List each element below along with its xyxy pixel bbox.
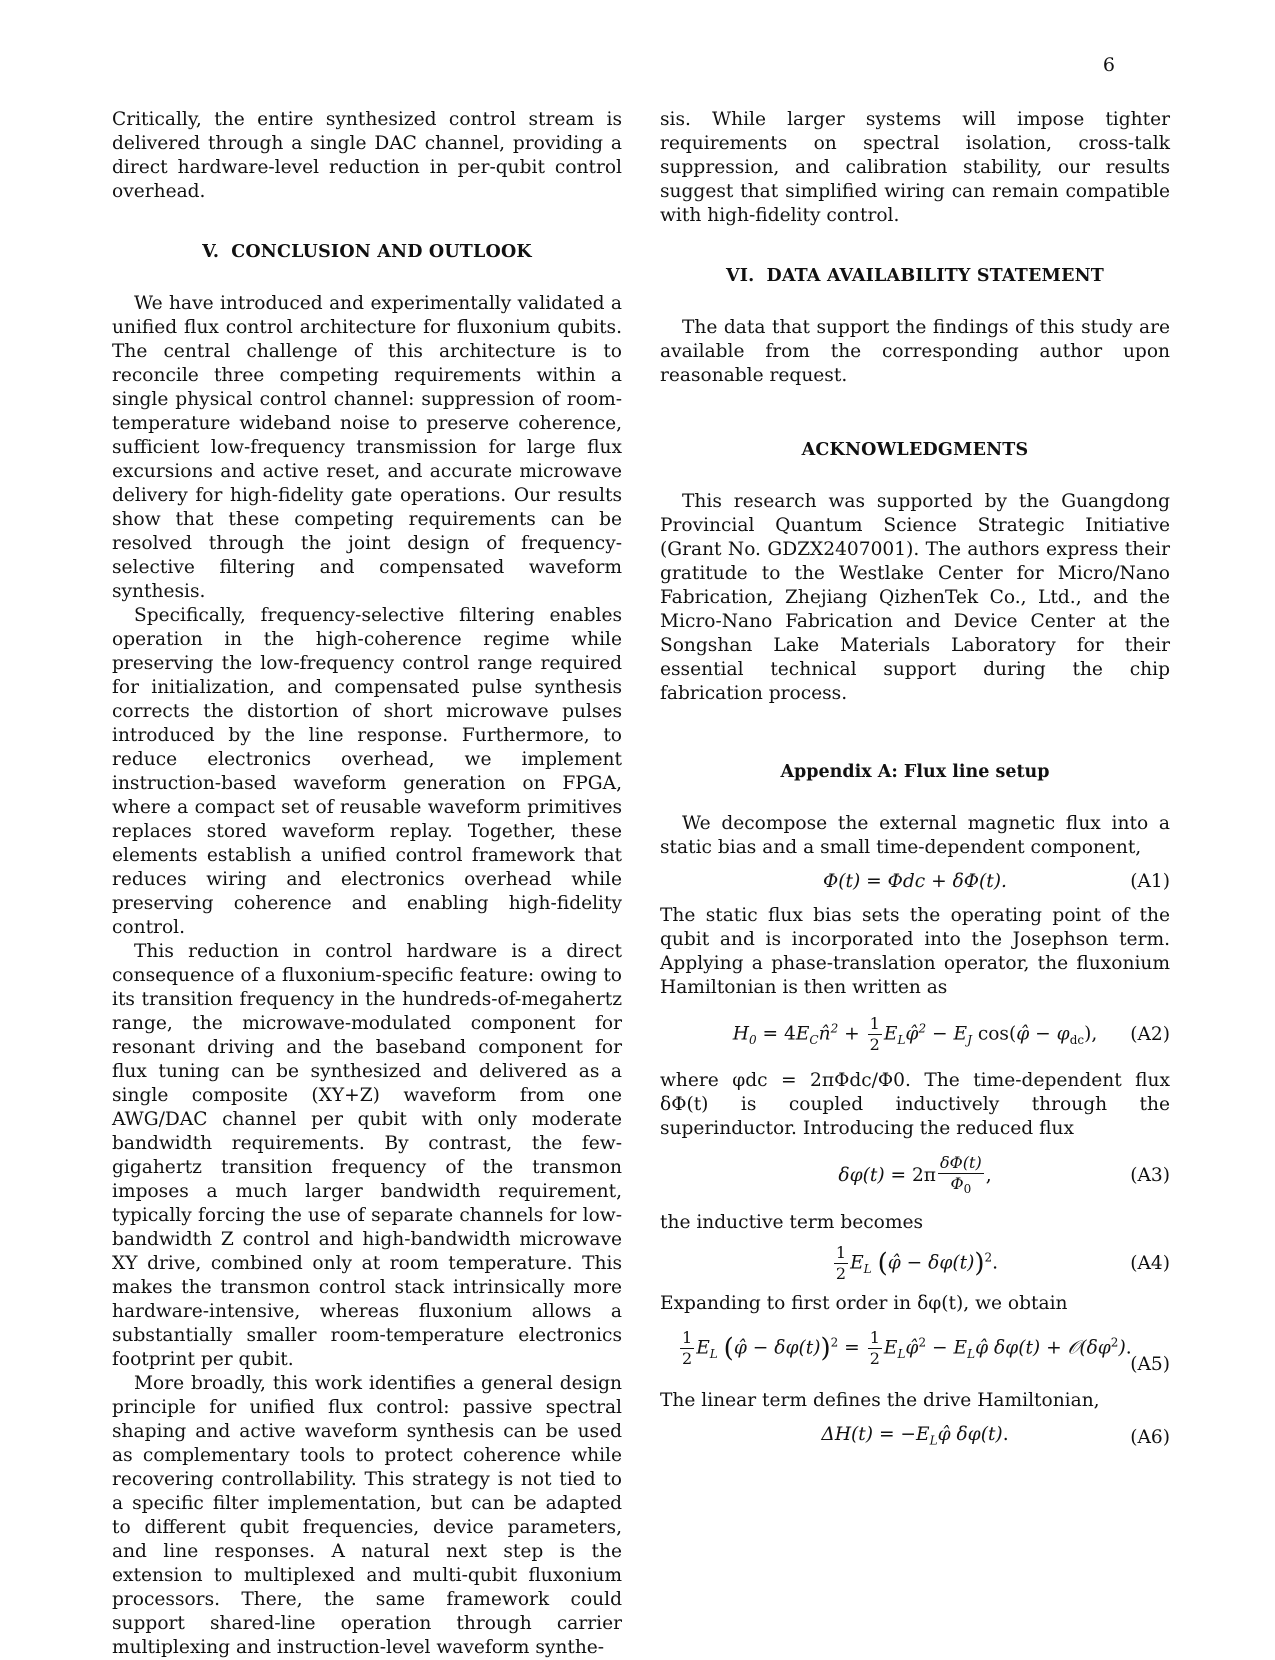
appendix-paragraph-6: The linear term defines the drive Hamiltonian, <box>660 1390 1100 1412</box>
equation-a1-label: (A1) <box>1130 871 1170 892</box>
section-number: VI. <box>725 266 755 286</box>
appendix-paragraph-4: the inductive term becomes <box>660 1212 924 1234</box>
appendix-paragraph-3: where φdc = 2πΦdc/Φ0. The time-dependent flux δΦ(t) is coupled inductively through the superinductor. Introducing the reduced flux <box>660 1070 1170 1139</box>
section-number: V. <box>202 242 220 262</box>
appendix-heading: Appendix A: Flux line setup <box>780 762 1050 782</box>
section-title: CONCLUSION AND OUTLOOK <box>231 242 532 262</box>
equation-a4-label: (A4) <box>1130 1252 1170 1274</box>
right-column <box>660 108 1170 1463</box>
conclusion-paragraph-2: Specifically, frequency-selective filtering enables operation in the high-coherence regime while preserving the low-frequency control range required for initialization, and compensated pulse synthesis corrects the distortion of short microwave pulses introduced by the line response. Furthermore, to reduce electronics overhead, we implement instruction-based waveform generation on FPGA, where a compact set of reusable waveform primitives replaces stored waveform replay. Together, these elements establish a unified control framework that reduces wiring and electronics overhead while preserving coherence and enabling high-fidelity control. <box>112 605 622 938</box>
appendix-paragraph-2: The static flux bias sets the operating point of the qubit and is incorporated into the Josephson term. Applying a phase-translation operator, the fluxonium Hamiltonian is then written as <box>660 905 1170 998</box>
right-intro-paragraph: sis. While larger systems will impose tighter requirements on spectral isolation, cross-talk suppression, and calibration stability, our results suggest that simplified wiring can remain compatible with high-fidelity control. <box>660 109 1170 226</box>
equation-a3-label: (A3) <box>1130 1165 1170 1187</box>
equation-a5 <box>660 1328 1170 1376</box>
appendix-paragraph-1: We decompose the external magnetic flux into a static bias and a small time-dependent component, <box>660 813 1170 858</box>
equation-a2-expression: $H_0$ = $4E_Cn̂^2$ + $\frac{1}{2}$ $E_L\varphî^2 - E_J$ cos(φ̂ − $\varphi_{dc}$), <box>732 1014 1098 1054</box>
section-heading-data-availability <box>660 264 1170 288</box>
equation-a2-label: (A2) <box>1130 1023 1170 1045</box>
page-number: 6 <box>1102 54 1115 76</box>
equation-a2 <box>660 1014 1170 1055</box>
equation-a1 <box>660 870 1170 894</box>
equation-a3-expression: δφ(t) = 2π $\frac{\delta\Phi(t)}{\Phi_0}$ , <box>838 1153 992 1197</box>
left-column <box>112 108 622 1660</box>
left-intro-paragraph: Critically, the entire synthesized control stream is delivered through a single DAC channel, providing a direct hardware-level reduction in per-qubit control overhead. <box>112 109 622 202</box>
acknowledgments-paragraph: This research was supported by the Guangdong Provincial Quantum Science Strategic Initiative (Grant No. GDZX2407001). The authors express their gratitude to the Westlake Center for Micro/Nano Fabrication, Zhejiang QizhenTek Co., Ltd., and the Micro-Nano Fabrication and Device Center at the Songshan Lake Materials Laboratory for their essential technical support during the chip fabrication process. <box>660 491 1170 704</box>
data-availability-paragraph: The data that support the findings of this study are available from the corresponding author upon reasonable request. <box>660 317 1170 386</box>
conclusion-paragraph-1: We have introduced and experimentally validated a unified flux control architecture for fluxonium qubits. The central challenge of this architecture is to reconcile three competing requirements within a single physical control channel: suppression of room-temperature wideband noise to preserve coherence, sufficient low-frequency transmission for large flux excursions and active reset, and accurate microwave delivery for high-fidelity gate operations. Our results show that these competing requirements can be resolved through the joint design of frequency-selective filtering and compensated waveform synthesis. <box>112 293 622 602</box>
equation-a6-expression: $\Delta H(t) = -E_L\varphî$ δφ(t). <box>821 1424 1009 1448</box>
equation-a5-expression: $\frac{1}{2}$ $E_L$ (φ̂ − δφ(t))$^2$ = $\frac{1}{2}$ $E_L\varphî^2$ − $E_L\varphî$ $\delta\varphi(t) + 𝒪(\delta\varphi^2)$. <box>682 1328 1132 1369</box>
appendix-paragraph-5: Expanding to first order in δφ(t), we obtain <box>660 1293 1068 1315</box>
equation-a3 <box>660 1153 1170 1199</box>
equation-a6-label: (A6) <box>1130 1427 1170 1449</box>
equation-a4 <box>660 1243 1170 1284</box>
acknowledgments-heading: ACKNOWLEDGMENTS <box>801 440 1029 460</box>
section-heading-conclusion <box>112 240 622 264</box>
conclusion-paragraph-3: This reduction in control hardware is a direct consequence of a fluxonium-specific feature: owing to its transition frequency in the hundreds-of-megahertz range, the microwave-modulated component for resonant driving and the baseband component for flux tuning can be synthesized and delivered as a single composite (XY+Z) waveform from one AWG/DAC channel per qubit with only moderate bandwidth requirements. By contrast, the few-gigahertz transition frequency of the transmon imposes a much larger bandwidth requirement, typically forcing the use of separate channels for low-bandwidth Z control and high-bandwidth microwave XY drive, combined only at room temperature. This makes the transmon control stack intrinsically more hardware-intensive, whereas fluxonium allows a substantially smaller room-temperature electronics footprint per qubit. <box>112 941 622 1370</box>
equation-a4-expression: $\frac{1}{2}$ $E_L$ (φ̂ − δφ(t))$^2$. <box>835 1243 999 1284</box>
section-title: DATA AVAILABILITY STATEMENT <box>766 266 1105 286</box>
equation-a1-expression: Φ(t) = Φdc + δΦ(t). <box>823 871 1007 892</box>
equation-a6 <box>660 1423 1170 1453</box>
equation-a5-label: (A5) <box>1130 1354 1170 1376</box>
conclusion-paragraph-4: More broadly, this work identifies a general design principle for unified flux control: passive spectral shaping and active waveform synthesis can be used as complementary tools to protect coherence while recovering controllability. This strategy is not tied to a specific filter implementation, but can be adapted to different qubit frequencies, device parameters, and line responses. A natural next step is the extension to multiplexed and multi-qubit fluxonium processors. There, the same framework could support shared-line operation through carrier multiplexing and instruction-level waveform synthe- <box>112 1373 622 1658</box>
